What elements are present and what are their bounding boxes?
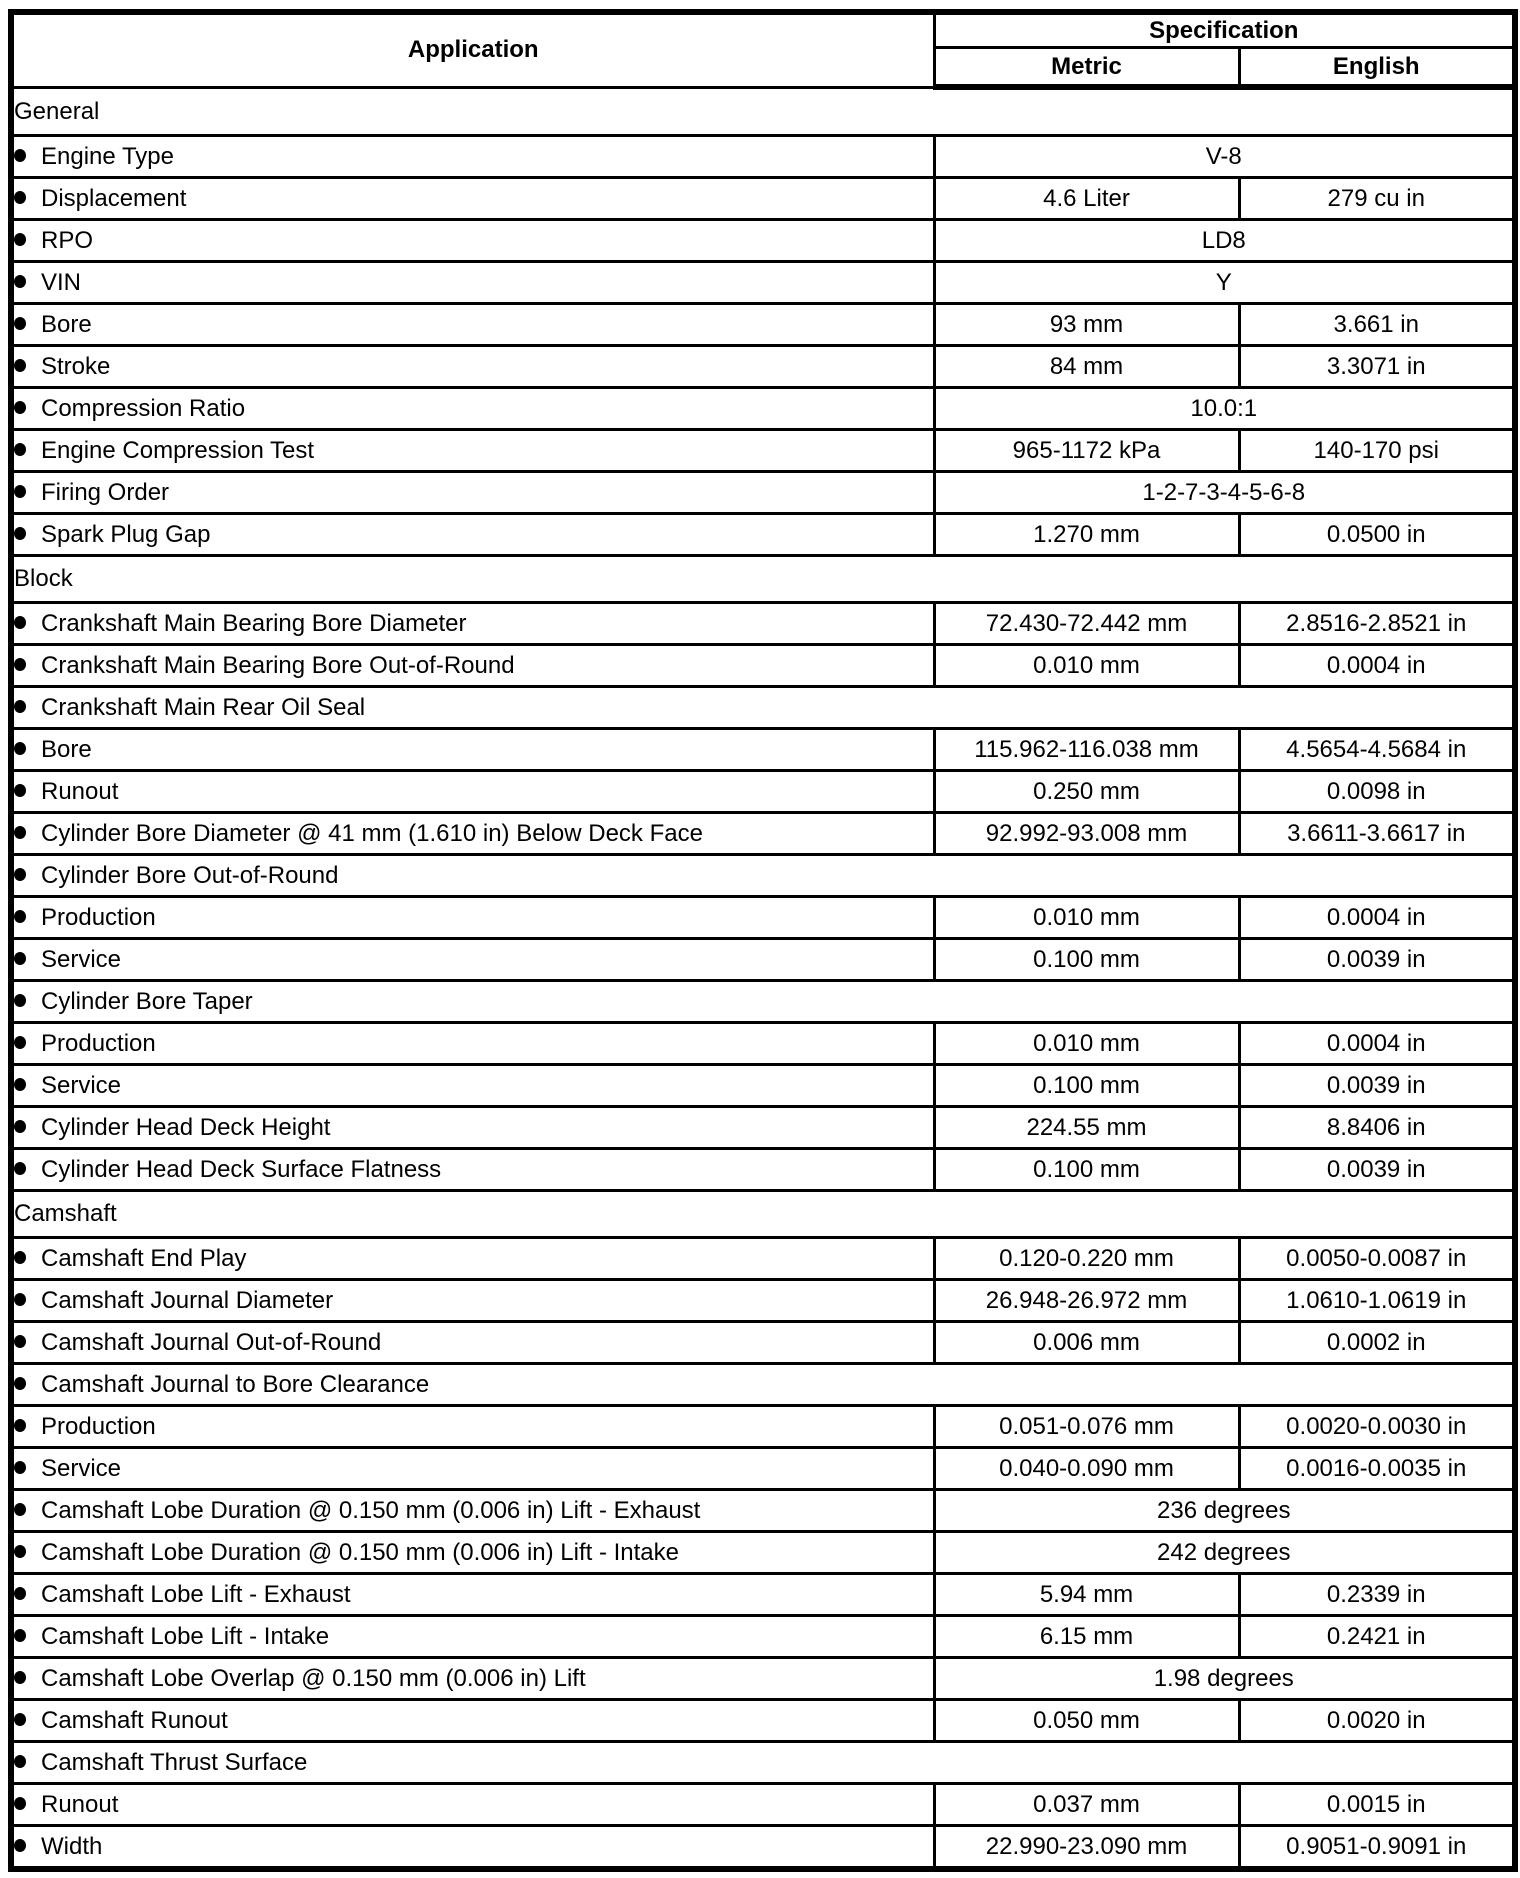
metric-value-cell: 0.050 mm xyxy=(934,1700,1239,1742)
table-row xyxy=(11,1700,1515,1742)
application-label: Cylinder Bore Out-of-Round xyxy=(41,861,339,889)
header-row-specification xyxy=(11,12,1515,48)
application-cell xyxy=(11,687,1515,729)
application-cell xyxy=(11,1280,934,1322)
english-value-cell: 0.2421 in xyxy=(1239,1616,1515,1658)
table-row xyxy=(11,304,1515,346)
bullet-icon xyxy=(14,527,26,540)
application-cell xyxy=(11,136,934,178)
application-cell xyxy=(11,1448,934,1490)
english-value-cell: 3.6611-3.6617 in xyxy=(1239,813,1515,855)
bullet-icon xyxy=(14,401,26,414)
bullet-icon xyxy=(14,1162,26,1175)
bullet-icon xyxy=(14,910,26,923)
table-row xyxy=(11,346,1515,388)
english-value-cell: 0.0004 in xyxy=(1239,897,1515,939)
english-value-cell: 0.0004 in xyxy=(1239,645,1515,687)
table-row xyxy=(11,1149,1515,1191)
shared-value-cell: 1.98 degrees xyxy=(934,1658,1515,1700)
english-value-cell: 0.2339 in xyxy=(1239,1574,1515,1616)
shared-value-cell: 10.0:1 xyxy=(934,388,1515,430)
metric-value-cell: 0.006 mm xyxy=(934,1322,1239,1364)
bullet-icon xyxy=(14,191,26,204)
table-row xyxy=(11,1065,1515,1107)
bullet-icon xyxy=(14,1503,26,1516)
application-label: Runout xyxy=(41,1790,119,1818)
application-label: Production xyxy=(41,903,156,931)
bullet-icon xyxy=(14,233,26,246)
section-title: General xyxy=(11,87,1515,136)
section-row xyxy=(11,1191,1515,1238)
table-row xyxy=(11,514,1515,556)
english-value-cell: 3.661 in xyxy=(1239,304,1515,346)
english-value-cell: 0.0039 in xyxy=(1239,1149,1515,1191)
table-row xyxy=(11,430,1515,472)
application-cell xyxy=(11,1700,934,1742)
table-row xyxy=(11,472,1515,514)
application-cell xyxy=(11,1023,934,1065)
metric-value-cell: 92.992-93.008 mm xyxy=(934,813,1239,855)
application-label: Cylinder Head Deck Surface Flatness xyxy=(41,1155,442,1183)
metric-value-cell: 965-1172 kPa xyxy=(934,430,1239,472)
application-label: Service xyxy=(41,1454,122,1482)
application-label: Camshaft Journal Out-of-Round xyxy=(41,1328,382,1356)
application-label: Camshaft Journal to Bore Clearance xyxy=(41,1370,430,1398)
application-cell xyxy=(11,771,934,813)
bullet-icon xyxy=(14,952,26,965)
application-cell xyxy=(11,1406,934,1448)
english-value-cell: 0.0050-0.0087 in xyxy=(1239,1238,1515,1280)
bullet-icon xyxy=(14,149,26,162)
shared-value-cell: 1-2-7-3-4-5-6-8 xyxy=(934,472,1515,514)
application-cell xyxy=(11,388,934,430)
application-label: Engine Compression Test xyxy=(41,436,315,464)
table-row xyxy=(11,1238,1515,1280)
table-row xyxy=(11,388,1515,430)
shared-value-cell: 236 degrees xyxy=(934,1490,1515,1532)
application-label: Width xyxy=(41,1832,103,1860)
application-label: Production xyxy=(41,1412,156,1440)
bullet-icon xyxy=(14,784,26,797)
application-label: Engine Type xyxy=(41,142,174,170)
metric-value-cell: 26.948-26.972 mm xyxy=(934,1280,1239,1322)
table-row xyxy=(11,1616,1515,1658)
application-cell xyxy=(11,1065,934,1107)
english-value-cell: 0.0098 in xyxy=(1239,771,1515,813)
bullet-icon xyxy=(14,1335,26,1348)
application-cell xyxy=(11,1532,934,1574)
bullet-icon xyxy=(14,443,26,456)
application-label: Service xyxy=(41,945,122,973)
application-cell xyxy=(11,472,934,514)
english-value-cell: 1.0610-1.0619 in xyxy=(1239,1280,1515,1322)
shared-value-cell: V-8 xyxy=(934,136,1515,178)
bullet-icon xyxy=(14,1419,26,1432)
bullet-icon xyxy=(14,658,26,671)
metric-value-cell: 84 mm xyxy=(934,346,1239,388)
application-label: Bore xyxy=(41,310,92,338)
table-row xyxy=(11,771,1515,813)
metric-value-cell: 6.15 mm xyxy=(934,1616,1239,1658)
metric-value-cell: 93 mm xyxy=(934,304,1239,346)
english-value-cell: 0.0039 in xyxy=(1239,1065,1515,1107)
bullet-icon xyxy=(14,1461,26,1474)
bullet-icon xyxy=(14,1078,26,1091)
application-label: VIN xyxy=(41,268,82,296)
bullet-icon xyxy=(14,826,26,839)
application-cell xyxy=(11,1322,934,1364)
application-cell xyxy=(11,1574,934,1616)
table-row xyxy=(11,220,1515,262)
shared-value-cell: LD8 xyxy=(934,220,1515,262)
bullet-icon xyxy=(14,1293,26,1306)
table-row xyxy=(11,687,1515,729)
bullet-icon xyxy=(14,1797,26,1810)
metric-value-cell: 0.010 mm xyxy=(934,645,1239,687)
application-cell xyxy=(11,1364,1515,1406)
english-value-cell: 0.0039 in xyxy=(1239,939,1515,981)
application-label: Displacement xyxy=(41,184,187,212)
metric-column-header: Metric xyxy=(934,48,1239,88)
metric-value-cell: 0.250 mm xyxy=(934,771,1239,813)
table-row xyxy=(11,1826,1515,1870)
english-value-cell: 2.8516-2.8521 in xyxy=(1239,603,1515,645)
application-cell xyxy=(11,1490,934,1532)
application-label: Crankshaft Main Rear Oil Seal xyxy=(41,693,366,721)
bullet-icon xyxy=(14,1545,26,1558)
application-cell xyxy=(11,981,1515,1023)
application-cell xyxy=(11,304,934,346)
application-cell xyxy=(11,178,934,220)
application-label: Cylinder Bore Taper xyxy=(41,987,253,1015)
english-value-cell: 0.9051-0.9091 in xyxy=(1239,1826,1515,1870)
application-cell xyxy=(11,855,1515,897)
table-row xyxy=(11,1448,1515,1490)
bullet-icon xyxy=(14,1671,26,1684)
table-row xyxy=(11,855,1515,897)
table-row xyxy=(11,1364,1515,1406)
metric-value-cell: 22.990-23.090 mm xyxy=(934,1826,1239,1870)
metric-value-cell: 5.94 mm xyxy=(934,1574,1239,1616)
application-cell xyxy=(11,430,934,472)
application-cell xyxy=(11,1784,934,1826)
bullet-icon xyxy=(14,275,26,288)
table-row xyxy=(11,813,1515,855)
table-row xyxy=(11,1107,1515,1149)
application-cell xyxy=(11,1149,934,1191)
application-cell xyxy=(11,645,934,687)
application-label: Stroke xyxy=(41,352,111,380)
application-label: Camshaft End Play xyxy=(41,1244,247,1272)
application-label: Camshaft Lobe Lift - Exhaust xyxy=(41,1580,351,1608)
metric-value-cell: 0.100 mm xyxy=(934,1065,1239,1107)
table-row xyxy=(11,1574,1515,1616)
bullet-icon xyxy=(14,994,26,1007)
bullet-icon xyxy=(14,1036,26,1049)
application-cell xyxy=(11,603,934,645)
bullet-icon xyxy=(14,317,26,330)
table-row xyxy=(11,136,1515,178)
bullet-icon xyxy=(14,1120,26,1133)
table-row xyxy=(11,1023,1515,1065)
english-value-cell: 0.0002 in xyxy=(1239,1322,1515,1364)
application-label: Spark Plug Gap xyxy=(41,520,211,548)
application-label: Camshaft Lobe Duration @ 0.150 mm (0.006 in) Lift - Exhaust xyxy=(41,1496,701,1524)
application-cell xyxy=(11,514,934,556)
table-row xyxy=(11,645,1515,687)
table-row xyxy=(11,603,1515,645)
section-row xyxy=(11,556,1515,603)
application-cell xyxy=(11,220,934,262)
section-title: Camshaft xyxy=(11,1191,1515,1238)
bullet-icon xyxy=(14,1587,26,1600)
english-value-cell: 0.0500 in xyxy=(1239,514,1515,556)
english-value-cell: 0.0015 in xyxy=(1239,1784,1515,1826)
metric-value-cell: 1.270 mm xyxy=(934,514,1239,556)
section-title: Block xyxy=(11,556,1515,603)
application-cell xyxy=(11,1658,934,1700)
section-row xyxy=(11,87,1515,136)
bullet-icon xyxy=(14,868,26,881)
table-row xyxy=(11,1406,1515,1448)
table-row xyxy=(11,178,1515,220)
bullet-icon xyxy=(14,742,26,755)
metric-value-cell: 0.037 mm xyxy=(934,1784,1239,1826)
english-value-cell: 4.5654-4.5684 in xyxy=(1239,729,1515,771)
english-value-cell: 8.8406 in xyxy=(1239,1107,1515,1149)
bullet-icon xyxy=(14,1713,26,1726)
application-cell xyxy=(11,1616,934,1658)
bullet-icon xyxy=(14,1839,26,1852)
application-cell xyxy=(11,1238,934,1280)
application-cell xyxy=(11,939,934,981)
english-value-cell: 3.3071 in xyxy=(1239,346,1515,388)
table-row xyxy=(11,1658,1515,1700)
metric-value-cell: 0.120-0.220 mm xyxy=(934,1238,1239,1280)
application-label: Cylinder Head Deck Height xyxy=(41,1113,331,1141)
table-row xyxy=(11,1322,1515,1364)
table-row xyxy=(11,729,1515,771)
application-cell xyxy=(11,1107,934,1149)
english-value-cell: 0.0004 in xyxy=(1239,1023,1515,1065)
english-value-cell: 0.0020 in xyxy=(1239,1700,1515,1742)
metric-value-cell: 0.100 mm xyxy=(934,939,1239,981)
application-label: Crankshaft Main Bearing Bore Diameter xyxy=(41,609,467,637)
metric-value-cell: 0.040-0.090 mm xyxy=(934,1448,1239,1490)
application-label: Production xyxy=(41,1029,156,1057)
bullet-icon xyxy=(14,485,26,498)
metric-value-cell: 72.430-72.442 mm xyxy=(934,603,1239,645)
application-label: Bore xyxy=(41,735,92,763)
application-cell xyxy=(11,1742,1515,1784)
bullet-icon xyxy=(14,1629,26,1642)
english-value-cell: 0.0020-0.0030 in xyxy=(1239,1406,1515,1448)
application-label: Camshaft Runout xyxy=(41,1706,228,1734)
application-label: Runout xyxy=(41,777,119,805)
table-row xyxy=(11,1532,1515,1574)
bullet-icon xyxy=(14,1377,26,1390)
application-cell xyxy=(11,1826,934,1870)
metric-value-cell: 0.010 mm xyxy=(934,1023,1239,1065)
application-cell xyxy=(11,813,934,855)
shared-value-cell: 242 degrees xyxy=(934,1532,1515,1574)
application-cell xyxy=(11,729,934,771)
metric-value-cell: 0.051-0.076 mm xyxy=(934,1406,1239,1448)
table-row xyxy=(11,1784,1515,1826)
spec-table-body xyxy=(11,12,1515,1869)
bullet-icon xyxy=(14,700,26,713)
table-row xyxy=(11,981,1515,1023)
engine-specifications-table xyxy=(8,9,1518,1872)
table-row xyxy=(11,939,1515,981)
english-column-header: English xyxy=(1239,48,1515,88)
metric-value-cell: 0.010 mm xyxy=(934,897,1239,939)
application-cell xyxy=(11,262,934,304)
application-label: Compression Ratio xyxy=(41,394,246,422)
application-label: Camshaft Lobe Lift - Intake xyxy=(41,1622,330,1650)
application-label: Firing Order xyxy=(41,478,170,506)
english-value-cell: 279 cu in xyxy=(1239,178,1515,220)
application-label: Camshaft Lobe Overlap @ 0.150 mm (0.006 in) Lift xyxy=(41,1664,586,1692)
application-label: RPO xyxy=(41,226,94,254)
metric-value-cell: 115.962-116.038 mm xyxy=(934,729,1239,771)
application-label: Crankshaft Main Bearing Bore Out-of-Round xyxy=(41,651,515,679)
application-column-header: Application xyxy=(11,12,934,87)
table-row xyxy=(11,262,1515,304)
metric-value-cell: 0.100 mm xyxy=(934,1149,1239,1191)
metric-value-cell: 4.6 Liter xyxy=(934,178,1239,220)
application-label: Camshaft Lobe Duration @ 0.150 mm (0.006 in) Lift - Intake xyxy=(41,1538,680,1566)
table-row xyxy=(11,897,1515,939)
application-label: Service xyxy=(41,1071,122,1099)
table-row xyxy=(11,1742,1515,1784)
english-value-cell: 0.0016-0.0035 in xyxy=(1239,1448,1515,1490)
bullet-icon xyxy=(14,1251,26,1264)
application-cell xyxy=(11,897,934,939)
metric-value-cell: 224.55 mm xyxy=(934,1107,1239,1149)
shared-value-cell: Y xyxy=(934,262,1515,304)
application-label: Camshaft Journal Diameter xyxy=(41,1286,334,1314)
bullet-icon xyxy=(14,359,26,372)
bullet-icon xyxy=(14,1755,26,1768)
table-row xyxy=(11,1490,1515,1532)
english-value-cell: 140-170 psi xyxy=(1239,430,1515,472)
application-label: Cylinder Bore Diameter @ 41 mm (1.610 in) Below Deck Face xyxy=(41,819,703,847)
specification-column-header: Specification xyxy=(934,12,1515,48)
application-cell xyxy=(11,346,934,388)
table-row xyxy=(11,1280,1515,1322)
bullet-icon xyxy=(14,616,26,629)
application-label: Camshaft Thrust Surface xyxy=(41,1748,308,1776)
